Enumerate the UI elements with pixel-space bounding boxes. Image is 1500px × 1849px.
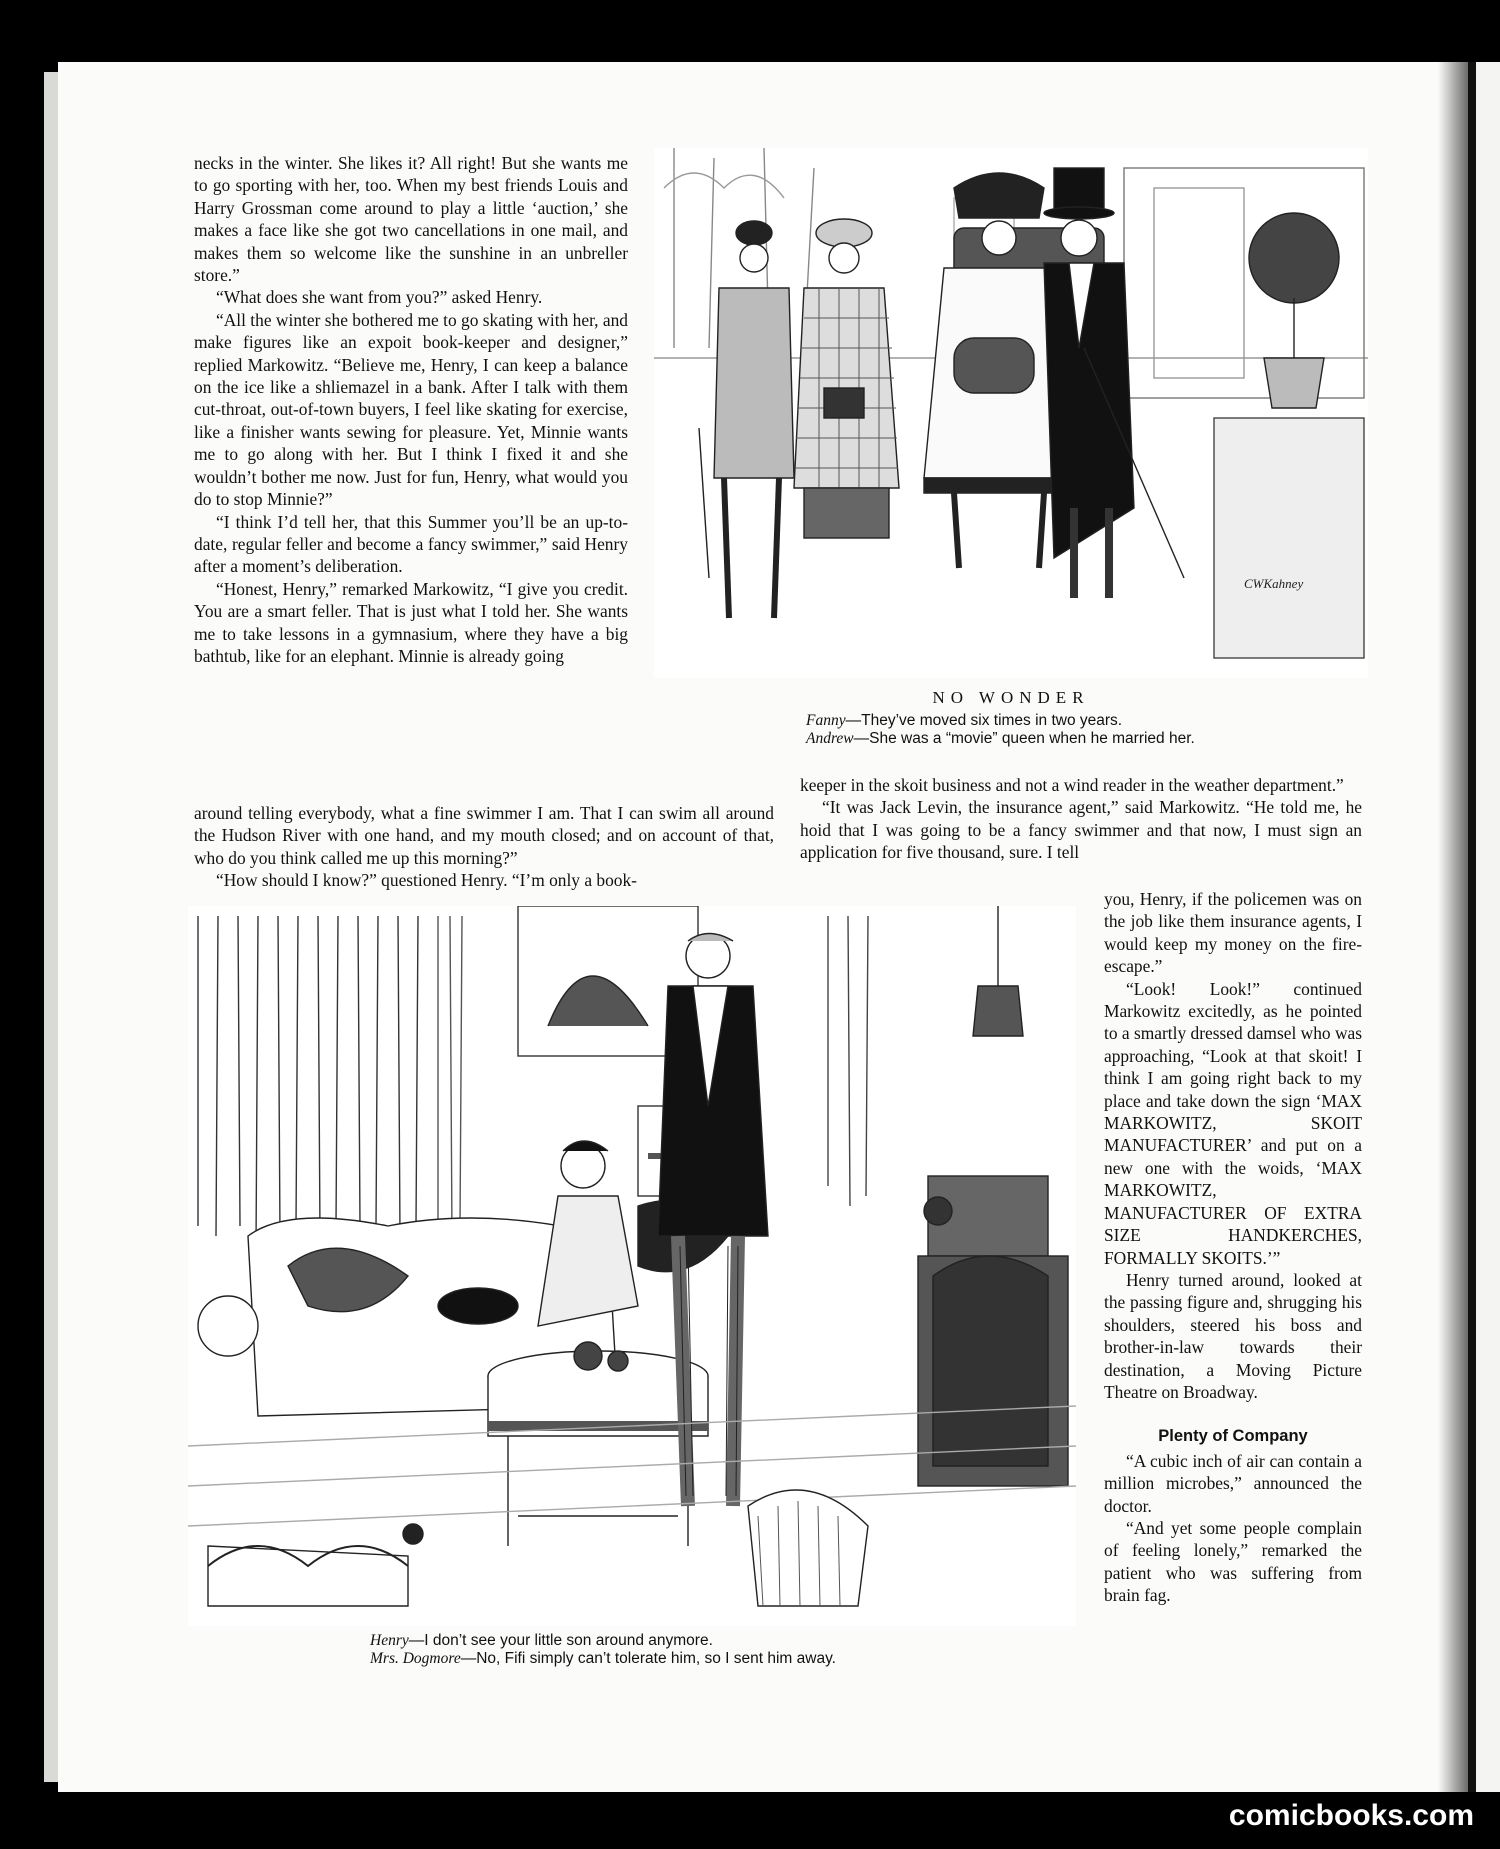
paragraph: “What does she want from you?” asked Henry. bbox=[216, 287, 543, 308]
paragraph: you, Henry, if the policemen was on the job like them insurance agents, I would keep my money on the fire-escape.” bbox=[1104, 889, 1362, 977]
paragraph: necks in the winter. She likes it? All right! But she wants me to go sporting with her, too. When my best friends Louis and Harry Grossman come around to play a little ‘auction,’ she makes a face like she got two cancellations in one mail, and makes them so welcome like the sunshine in an unbreller store.” bbox=[194, 153, 628, 286]
page-gutter-shadow bbox=[1438, 62, 1468, 1792]
site-watermark: comicbooks.com bbox=[1228, 1799, 1474, 1832]
joke-heading: Plenty of Company bbox=[1158, 1427, 1308, 1446]
paragraph: Henry turned around, looked at the passing figure and, shrugging his shoulders, steered his boss and brother-in-law towards their destination, a Moving Picture Theatre on Broadway. bbox=[1104, 1269, 1362, 1402]
text-column-1 bbox=[194, 152, 628, 667]
paragraph: “All the winter she bothered me to go skating with her, and make figures like an expoit book-keeper and designer,” replied Markowitz. “Believe me, Henry, I can keep a balance on the ice like a shliemazel in a bank. After I talk with them cut-throat, out-of-town buyers, I feel like skating for exercise, like a finisher wants sewing for pleasure. Yet, Minnie wants me to go along with her. But I think I fixed it and she wouldn’t bother me now. Just for fun, Henry, what would you do to stop Minnie?” bbox=[194, 309, 628, 510]
paragraph: keeper in the skoit business and not a wind reader in the weather department.” bbox=[800, 775, 1344, 795]
right-page-edge bbox=[1468, 62, 1500, 1792]
text-column-1-continuation bbox=[194, 802, 774, 892]
paragraph: “I think I’d tell her, that this Summer you’ll be an up-to-date, regular feller and become a fancy swimmer,” said Henry after a moment’s deliberation. bbox=[194, 511, 628, 577]
paragraph: “And yet some people complain of feeling lonely,” remarked the patient who was suffering from brain fag. bbox=[1104, 1517, 1362, 1606]
cartoon-no-wonder-caption: Fanny—They’ve moved six times in two years. Andrew—She was a “movie” queen when he married her. bbox=[806, 712, 1195, 747]
cartoon-parlor-illustration bbox=[188, 906, 1076, 1626]
cartoon-henry-mrs-dogmore bbox=[188, 906, 1076, 1626]
text-column-3 bbox=[1104, 888, 1362, 1607]
svg-text:CWKahney: CWKahney bbox=[1244, 576, 1304, 591]
cartoon-no-wonder-illustration bbox=[654, 148, 1368, 678]
paragraph: “Look! Look!” continued Markowitz excitedly, as he pointed to a smartly dressed damsel who was approaching, “Look at that skoit! I think I am going right back to my place and take down the sign ‘MAX MARKOWITZ, SKOIT MANUFACTURER’ and put on a new one with the woids, ‘MAX MARKOWITZ, MANUFACTURER OF EXTRA SIZE HANDKERCHES, FORMALLY SKOITS.’” bbox=[1104, 978, 1362, 1268]
cartoon-no-wonder-title: NO WONDER bbox=[932, 688, 1090, 707]
paragraph: “How should I know?” questioned Henry. “I’m only a book- bbox=[216, 870, 637, 891]
text-column-2-continuation bbox=[800, 774, 1362, 864]
cartoon-henry-caption: Henry—I don’t see your little son around anymore. Mrs. Dogmore—No, Fifi simply can’t tolerate him, so I sent him away. bbox=[370, 1632, 836, 1667]
paragraph: “A cubic inch of air can contain a million microbes,” announced the doctor. bbox=[1104, 1450, 1362, 1516]
cartoon-no-wonder bbox=[654, 148, 1368, 678]
paragraph: “It was Jack Levin, the insurance agent,” said Markowitz. “He told me, he hoid that I was going to be a fancy swimmer and that now, I must sign an application for five thousand, sure. I tell bbox=[800, 797, 1362, 863]
paragraph: “Honest, Henry,” remarked Markowitz, “I give you credit. You are a smart feller. That is just what I told her. She wants me to take lessons in a gymnasium, where they have a big bathtub, like for an elephant. Minnie is already going bbox=[194, 578, 628, 666]
paragraph: around telling everybody, what a fine swimmer I am. That I can swim all around the Hudson River with one hand, and my mouth closed; and on account of that, who do you think called me up this morning?” bbox=[194, 803, 774, 868]
